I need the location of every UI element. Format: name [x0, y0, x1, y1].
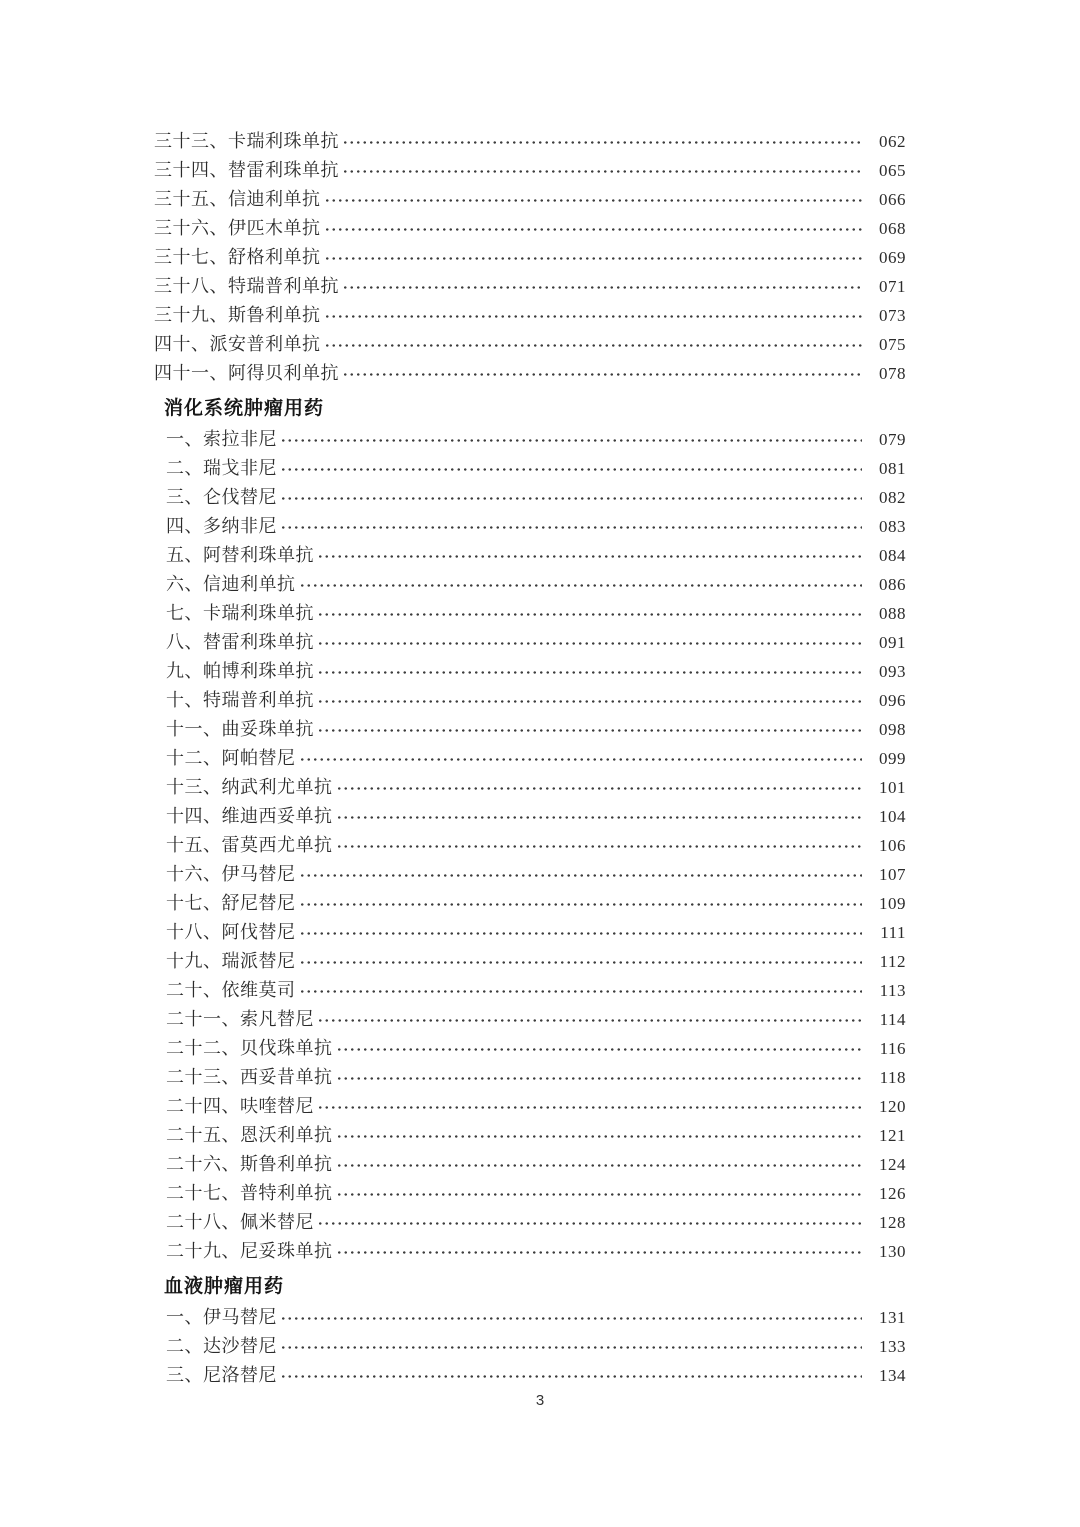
toc-entry-page-number: 111: [880, 923, 906, 942]
dot-leader: [299, 757, 863, 762]
toc-entry-title: 二十三、西妥昔单抗: [166, 1067, 333, 1087]
toc-entry-title: 三、尼洛替尼: [166, 1365, 277, 1385]
toc-entry-page-number: 091: [879, 633, 906, 652]
toc-entry-page-number: 118: [879, 1068, 906, 1087]
toc-entry-title: 十二、阿帕替尼: [166, 748, 296, 768]
dot-leader: [336, 1250, 863, 1255]
toc-entry: [154, 831, 906, 860]
toc-entry: [154, 330, 906, 359]
toc-entry: [154, 1332, 906, 1361]
dot-leader: [280, 525, 862, 530]
page-number-footer: 3: [535, 1392, 545, 1409]
toc-entry: [154, 1237, 906, 1266]
dot-leader: [324, 314, 863, 319]
toc-entry: [154, 1208, 906, 1237]
toc-entry-title: 二、达沙替尼: [166, 1336, 277, 1356]
toc-entry-page-number: 069: [879, 248, 906, 267]
toc-entry-page-number: 068: [879, 219, 906, 238]
toc-entry: [154, 359, 906, 388]
toc-entry: [154, 1303, 906, 1332]
toc-entry-title: 二十七、普特利单抗: [166, 1183, 333, 1203]
toc-entry-page-number: 071: [879, 277, 906, 296]
toc-entry-title: 十三、纳武利尤单抗: [166, 777, 333, 797]
dot-leader: [280, 467, 862, 472]
dot-leader: [317, 554, 862, 559]
toc-entry: [154, 802, 906, 831]
dot-leader: [280, 1345, 862, 1350]
toc-entry-page-number: 084: [879, 546, 906, 565]
dot-leader: [317, 1018, 862, 1023]
toc-section: [154, 1272, 906, 1390]
toc-entry-title: 三十六、伊匹木单抗: [154, 218, 321, 238]
toc-entry: [154, 657, 906, 686]
toc-entry: [154, 1034, 906, 1063]
toc-entry-title: 二十八、佩米替尼: [166, 1212, 314, 1232]
toc-content: [154, 127, 906, 1390]
toc-entry: [154, 425, 906, 454]
toc-entry-title: 十七、舒尼替尼: [166, 893, 296, 913]
toc-section: [154, 127, 906, 388]
toc-entry: [154, 512, 906, 541]
toc-entry-title: 十六、伊马替尼: [166, 864, 296, 884]
toc-entry-page-number: 086: [879, 575, 906, 594]
toc-entry-page-number: 116: [879, 1039, 906, 1058]
toc-entry-page-number: 079: [879, 430, 906, 449]
toc-entry: [154, 715, 906, 744]
toc-entry-page-number: 109: [879, 894, 906, 913]
toc-entry: [154, 773, 906, 802]
toc-entry-title: 三十九、斯鲁利单抗: [154, 305, 321, 325]
toc-entry-title: 二十、依维莫司: [166, 980, 296, 1000]
toc-entry-page-number: 075: [879, 335, 906, 354]
toc-entry-page-number: 124: [879, 1155, 906, 1174]
toc-entry-title: 一、索拉非尼: [166, 429, 277, 449]
dot-leader: [280, 496, 862, 501]
toc-entry-page-number: 120: [879, 1097, 906, 1116]
dot-leader: [280, 438, 862, 443]
toc-entry-title: 三、仑伐替尼: [166, 487, 277, 507]
dot-leader: [336, 786, 863, 791]
toc-entry: [154, 889, 906, 918]
dot-leader: [342, 372, 862, 377]
toc-entry-title: 十一、曲妥珠单抗: [166, 719, 314, 739]
dot-leader: [324, 256, 863, 261]
toc-entry: [154, 1361, 906, 1390]
dot-leader: [299, 931, 863, 936]
toc-entry: [154, 454, 906, 483]
toc-entry-title: 三十三、卡瑞利珠单抗: [154, 131, 339, 151]
toc-entry: [154, 976, 906, 1005]
dot-leader: [317, 612, 862, 617]
toc-entry: [154, 156, 906, 185]
toc-entry-title: 十九、瑞派替尼: [166, 951, 296, 971]
toc-entry-title: 十四、维迪西妥单抗: [166, 806, 333, 826]
toc-entry-title: 九、帕博利珠单抗: [166, 661, 314, 681]
toc-entry-title: 六、信迪利单抗: [166, 574, 296, 594]
dot-leader: [336, 1192, 863, 1197]
toc-entry: [154, 1092, 906, 1121]
dot-leader: [324, 198, 863, 203]
toc-entry-title: 三十七、舒格利单抗: [154, 247, 321, 267]
toc-entry-title: 三十四、替雷利珠单抗: [154, 160, 339, 180]
dot-leader: [336, 1134, 863, 1139]
toc-entry: [154, 272, 906, 301]
toc-entry: [154, 947, 906, 976]
toc-entry-page-number: 107: [879, 865, 906, 884]
dot-leader: [299, 583, 863, 588]
toc-entry: [154, 1063, 906, 1092]
toc-entry-page-number: 126: [879, 1184, 906, 1203]
toc-entry: [154, 1121, 906, 1150]
toc-entry-page-number: 114: [879, 1010, 906, 1029]
toc-entry: [154, 1150, 906, 1179]
toc-entry: [154, 127, 906, 156]
toc-entry-title: 十五、雷莫西尤单抗: [166, 835, 333, 855]
dot-leader: [342, 285, 862, 290]
dot-leader: [336, 1047, 863, 1052]
toc-entry: [154, 860, 906, 889]
toc-entry-title: 五、阿替利珠单抗: [166, 545, 314, 565]
dot-leader: [336, 815, 863, 820]
dot-leader: [342, 140, 862, 145]
toc-entry-title: 二、瑞戈非尼: [166, 458, 277, 478]
toc-entry-title: 一、伊马替尼: [166, 1307, 277, 1327]
toc-entry-page-number: 128: [879, 1213, 906, 1232]
toc-entry-title: 二十二、贝伐珠单抗: [166, 1038, 333, 1058]
dot-leader: [336, 844, 863, 849]
toc-entry: [154, 483, 906, 512]
toc-entry-title: 七、卡瑞利珠单抗: [166, 603, 314, 623]
dot-leader: [299, 902, 863, 907]
dot-leader: [299, 873, 863, 878]
toc-entry: [154, 243, 906, 272]
toc-entry-page-number: 112: [879, 952, 906, 971]
toc-entry-title: 四十一、阿得贝利单抗: [154, 363, 339, 383]
toc-entry-title: 二十九、尼妥珠单抗: [166, 1241, 333, 1261]
toc-entry-page-number: 113: [879, 981, 906, 1000]
toc-entry-page-number: 083: [879, 517, 906, 536]
section-header: 血液肿瘤用药: [164, 1276, 285, 1297]
dot-leader: [317, 1221, 862, 1226]
toc-entry: [154, 918, 906, 947]
dot-leader: [317, 699, 862, 704]
dot-leader: [317, 1105, 862, 1110]
toc-entry-page-number: 131: [879, 1308, 906, 1327]
toc-entry-title: 二十四、呋喹替尼: [166, 1096, 314, 1116]
toc-entry: [154, 599, 906, 628]
toc-entry-title: 四十、派安普利单抗: [154, 334, 321, 354]
dot-leader: [317, 728, 862, 733]
toc-entry: [154, 541, 906, 570]
toc-entry-page-number: 096: [879, 691, 906, 710]
toc-entry: [154, 214, 906, 243]
toc-entry-title: 三十五、信迪利单抗: [154, 189, 321, 209]
toc-entry-page-number: 121: [879, 1126, 906, 1145]
toc-entry-page-number: 101: [879, 778, 906, 797]
dot-leader: [336, 1163, 863, 1168]
toc-entry-page-number: 133: [879, 1337, 906, 1356]
toc-entry-page-number: 082: [879, 488, 906, 507]
toc-entry-page-number: 073: [879, 306, 906, 325]
toc-entry-page-number: 093: [879, 662, 906, 681]
toc-entry: [154, 570, 906, 599]
toc-entry: [154, 1179, 906, 1208]
toc-entry-title: 二十一、索凡替尼: [166, 1009, 314, 1029]
toc-entry: [154, 628, 906, 657]
dot-leader: [317, 670, 862, 675]
toc-entry-title: 二十五、恩沃利单抗: [166, 1125, 333, 1145]
toc-entry-page-number: 065: [879, 161, 906, 180]
dot-leader: [280, 1374, 862, 1379]
dot-leader: [342, 169, 862, 174]
toc-entry-title: 四、多纳非尼: [166, 516, 277, 536]
dot-leader: [299, 989, 863, 994]
toc-entry: [154, 744, 906, 773]
toc-entry-page-number: 106: [879, 836, 906, 855]
toc-entry-page-number: 104: [879, 807, 906, 826]
toc-entry: [154, 686, 906, 715]
toc-entry: [154, 301, 906, 330]
toc-entry-page-number: 134: [879, 1366, 906, 1385]
toc-entry-title: 十八、阿伐替尼: [166, 922, 296, 942]
dot-leader: [299, 960, 863, 965]
dot-leader: [280, 1316, 862, 1321]
section-header: 消化系统肿瘤用药: [164, 398, 325, 419]
toc-entry-page-number: 088: [879, 604, 906, 623]
toc-entry-title: 二十六、斯鲁利单抗: [166, 1154, 333, 1174]
dot-leader: [336, 1076, 863, 1081]
toc-entry-page-number: 066: [879, 190, 906, 209]
dot-leader: [324, 227, 863, 232]
toc-entry: [154, 185, 906, 214]
toc-entry: [154, 1005, 906, 1034]
toc-entry-title: 十、特瑞普利单抗: [166, 690, 314, 710]
toc-entry-page-number: 062: [879, 132, 906, 151]
toc-entry-page-number: 099: [879, 749, 906, 768]
toc-entry-page-number: 078: [879, 364, 906, 383]
toc-entry-page-number: 098: [879, 720, 906, 739]
dot-leader: [324, 343, 863, 348]
toc-entry-title: 三十八、特瑞普利单抗: [154, 276, 339, 296]
toc-section: [154, 394, 906, 1266]
dot-leader: [317, 641, 862, 646]
toc-entry-title: 八、替雷利珠单抗: [166, 632, 314, 652]
toc-entry-page-number: 081: [879, 459, 906, 478]
toc-entry-page-number: 130: [879, 1242, 906, 1261]
